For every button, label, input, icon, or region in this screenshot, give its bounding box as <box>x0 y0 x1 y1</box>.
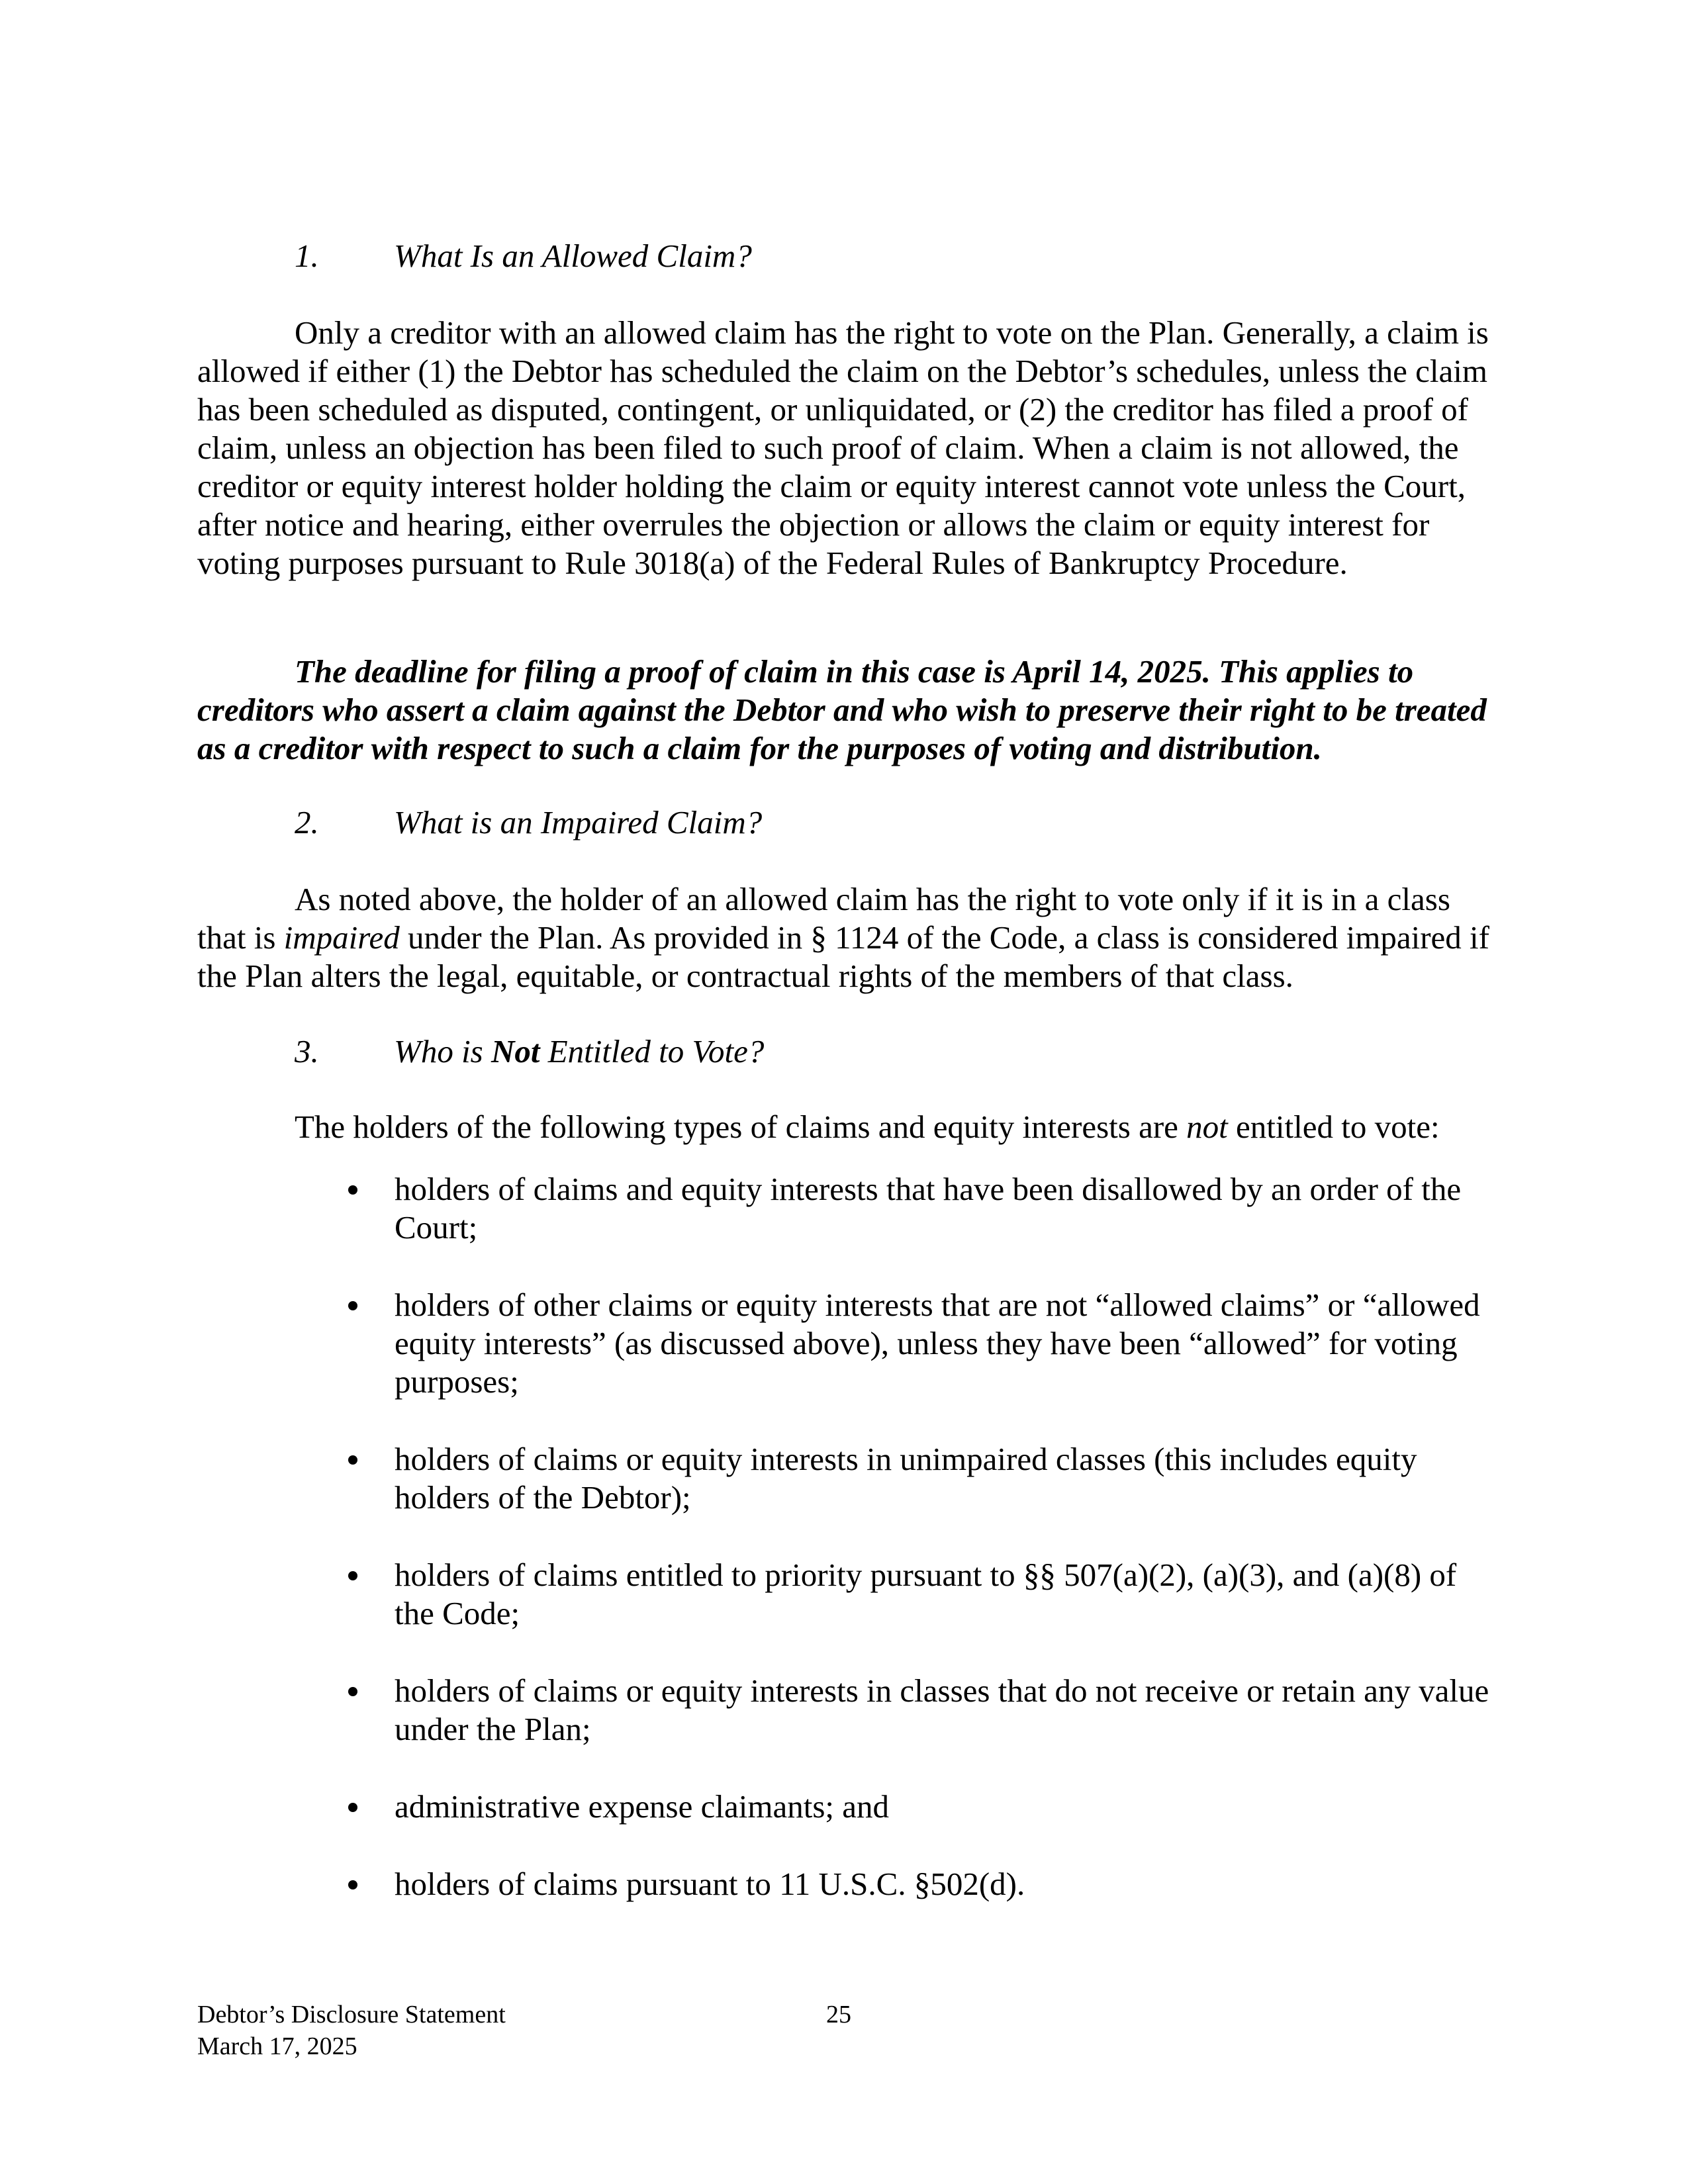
section-1-title: What Is an Allowed Claim? <box>394 238 752 274</box>
section-1-number: 1. <box>295 238 319 274</box>
section-2-body-start: As noted above, the holder of an allowed claim has the right to vote only if it is in a class that is <box>197 881 1450 956</box>
list-item <box>338 1672 1503 1749</box>
page-number: 25 <box>826 2001 851 2028</box>
not-entitled-list <box>338 1170 1503 1942</box>
section-1-heading <box>295 237 752 275</box>
list-item-text: holders of claims pursuant to 11 U.S.C. §502(d). <box>395 1866 1025 1902</box>
bullet-icon <box>348 1455 357 1465</box>
list-item-text: holders of other claims or equity interests that are not “allowed claims” or “allowed equity interests” (as discussed above), unless they have been “allowed” for voting purposes; <box>395 1287 1480 1400</box>
section-2-body-emphasis: impaired <box>283 919 400 956</box>
bullet-icon <box>348 1803 357 1812</box>
bullet-icon <box>348 1571 357 1580</box>
deadline-notice: The deadline for filing a proof of claim in this case is April 14, 2025. This applies to creditors who assert a claim against the Debtor and who wish to preserve their right to be treated as a creditor with respect to such a claim for the purposes of voting and distribution. <box>197 653 1487 766</box>
section-3-heading <box>295 1032 764 1071</box>
section-2-body-end: under the Plan. As provided in § 1124 of the Code, a class is considered impaired if the Plan alters the legal, equitable, or contractual rights of the members of that class. <box>197 919 1489 994</box>
footer-document-title: Debtor’s Disclosure Statement <box>197 2001 506 2028</box>
footer <box>197 1999 506 2062</box>
bullet-icon <box>348 1185 357 1195</box>
section-3-number: 3. <box>295 1033 319 1069</box>
section-3-intro-emphasis: not <box>1186 1109 1228 1145</box>
section-3-intro-start: The holders of the following types of claims and equity interests are <box>295 1109 1187 1145</box>
section-2-heading <box>295 803 762 842</box>
section-3-title-bold: Not <box>491 1033 540 1069</box>
list-item-text: holders of claims and equity interests that have been disallowed by an order of the Court; <box>395 1171 1462 1246</box>
section-3-title-start: Who is <box>394 1033 491 1069</box>
bullet-icon <box>348 1880 357 1889</box>
bullet-icon <box>348 1687 357 1696</box>
section-1-paragraph <box>197 314 1495 582</box>
list-item <box>338 1865 1503 1903</box>
list-item-text: holders of claims or equity interests in unimpaired classes (this includes equity holders of the Debtor); <box>395 1441 1417 1516</box>
section-3-intro <box>197 1108 1495 1146</box>
list-item <box>338 1286 1503 1401</box>
section-3-title-end: Entitled to Vote? <box>539 1033 765 1069</box>
bullet-icon <box>348 1301 357 1310</box>
section-2-title: What is an Impaired Claim? <box>394 804 763 841</box>
section-3-intro-end: entitled to vote: <box>1227 1109 1440 1145</box>
list-item <box>338 1170 1503 1247</box>
list-item-text: holders of claims or equity interests in classes that do not receive or retain any value under the Plan; <box>395 1672 1489 1747</box>
section-1-body: Only a creditor with an allowed claim has the right to vote on the Plan. Generally, a claim is allowed if either (1) the Debtor has scheduled the claim on the Debtor’s schedules, unless the claim has been scheduled as disputed, contingent, or unliquidated, or (2) the creditor has filed a proof of claim, unless an objection has been filed to such proof of claim. When a claim is not allowed, the creditor or equity interest holder holding the claim or equity interest cannot vote unless the Court, after notice and hearing, either overrules the objection or allows the claim or equity interest for voting purposes pursuant to Rule 3018(a) of the Federal Rules of Bankruptcy Procedure. <box>197 314 1489 581</box>
list-item-text: administrative expense claimants; and <box>395 1788 890 1825</box>
deadline-notice-paragraph <box>197 653 1495 768</box>
list-item <box>338 1788 1503 1826</box>
section-2-number: 2. <box>295 804 319 841</box>
list-item <box>338 1556 1503 1633</box>
list-item <box>338 1440 1503 1517</box>
list-item-text: holders of claims entitled to priority pursuant to §§ 507(a)(2), (a)(3), and (a)(8) of the Code; <box>395 1557 1457 1631</box>
section-2-paragraph <box>197 880 1495 995</box>
footer-date: March 17, 2025 <box>197 2032 357 2060</box>
